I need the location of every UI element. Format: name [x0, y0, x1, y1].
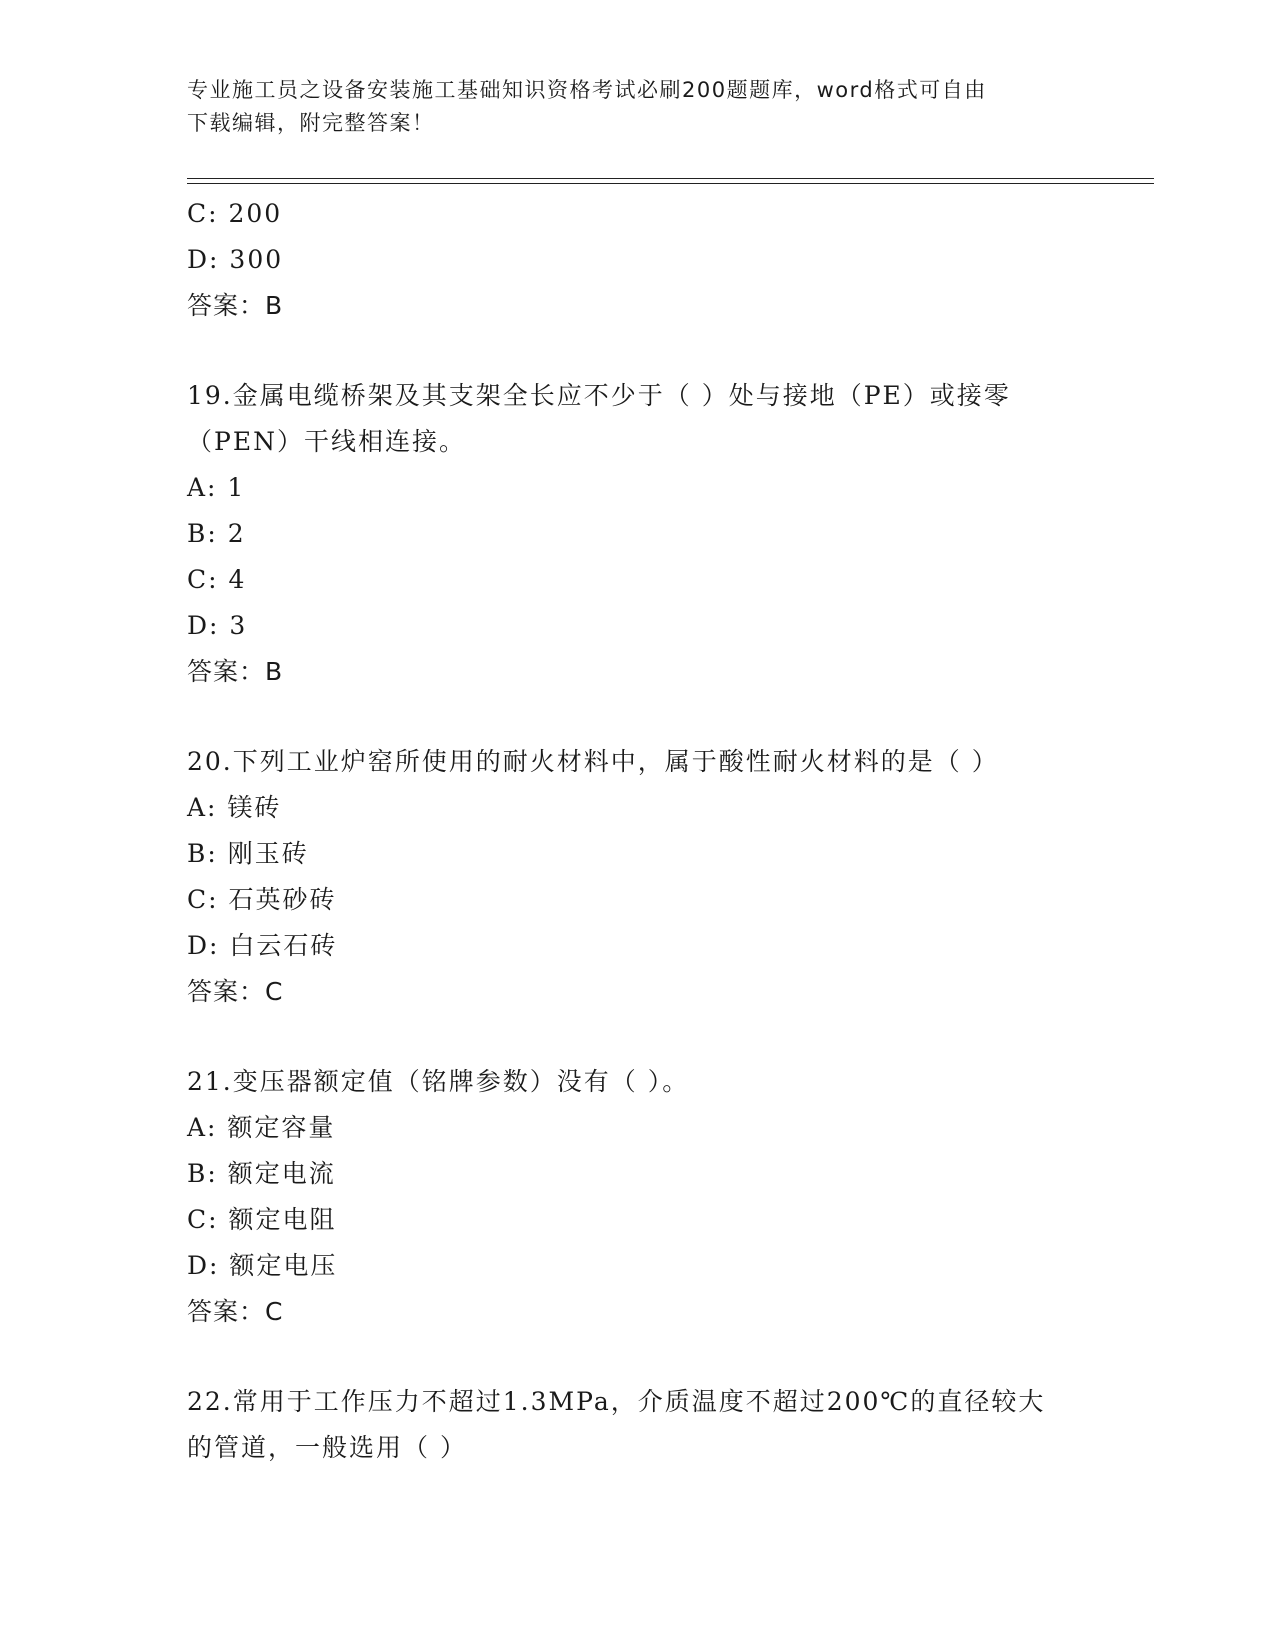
header-divider-bottom — [187, 183, 1154, 184]
question-18-fragment — [187, 191, 1087, 329]
option-a: A: 额定容量 — [187, 1113, 336, 1142]
document-body — [187, 191, 1087, 1471]
option-d: D: 白云石砖 — [187, 931, 338, 960]
option-c: C: 石英砂砖 — [187, 885, 337, 914]
question-stem: 21.变压器额定值（铭牌参数）没有（ ）。 — [187, 1067, 690, 1096]
option-b: B: 刚玉砖 — [187, 839, 309, 868]
header-divider-top — [187, 178, 1154, 179]
question-stem-continued: （PEN）干线相连接。 — [187, 427, 466, 456]
question-21 — [187, 1059, 1087, 1335]
question-22 — [187, 1379, 1087, 1471]
option-a: A: 镁砖 — [187, 793, 282, 822]
answer-label: 答案：C — [187, 1297, 284, 1326]
question-19 — [187, 373, 1087, 695]
question-stem: 22.常用于工作压力不超过1.3MPa，介质温度不超过200℃的直径较大 — [187, 1387, 1046, 1416]
page-header — [187, 74, 1087, 140]
option-b: B: 额定电流 — [187, 1159, 336, 1188]
option-c: C: 额定电阻 — [187, 1205, 337, 1234]
answer-label: 答案：C — [187, 977, 284, 1006]
question-stem-continued: 的管道，一般选用（ ） — [187, 1433, 467, 1462]
option-d: D: 额定电压 — [187, 1251, 338, 1280]
answer-label: 答案：B — [187, 291, 284, 320]
header-line-2: 下载编辑，附完整答案！ — [187, 111, 435, 135]
option-b: B: 2 — [187, 519, 246, 548]
option-a: A: 1 — [187, 473, 246, 502]
option-c: C: 4 — [187, 565, 247, 594]
header-line-1: 专业施工员之设备安装施工基础知识资格考试必刷200题题库，word格式可自由 — [187, 78, 987, 102]
option-c: C: 200 — [187, 199, 283, 228]
question-20 — [187, 739, 1087, 1015]
option-d: D: 3 — [187, 611, 248, 640]
question-stem: 20.下列工业炉窑所使用的耐火材料中，属于酸性耐火材料的是（ ） — [187, 747, 999, 776]
answer-label: 答案：B — [187, 657, 284, 686]
option-d: D: 300 — [187, 245, 284, 274]
question-stem: 19.金属电缆桥架及其支架全长应不少于（ ）处与接地（PE）或接零 — [187, 381, 1011, 410]
